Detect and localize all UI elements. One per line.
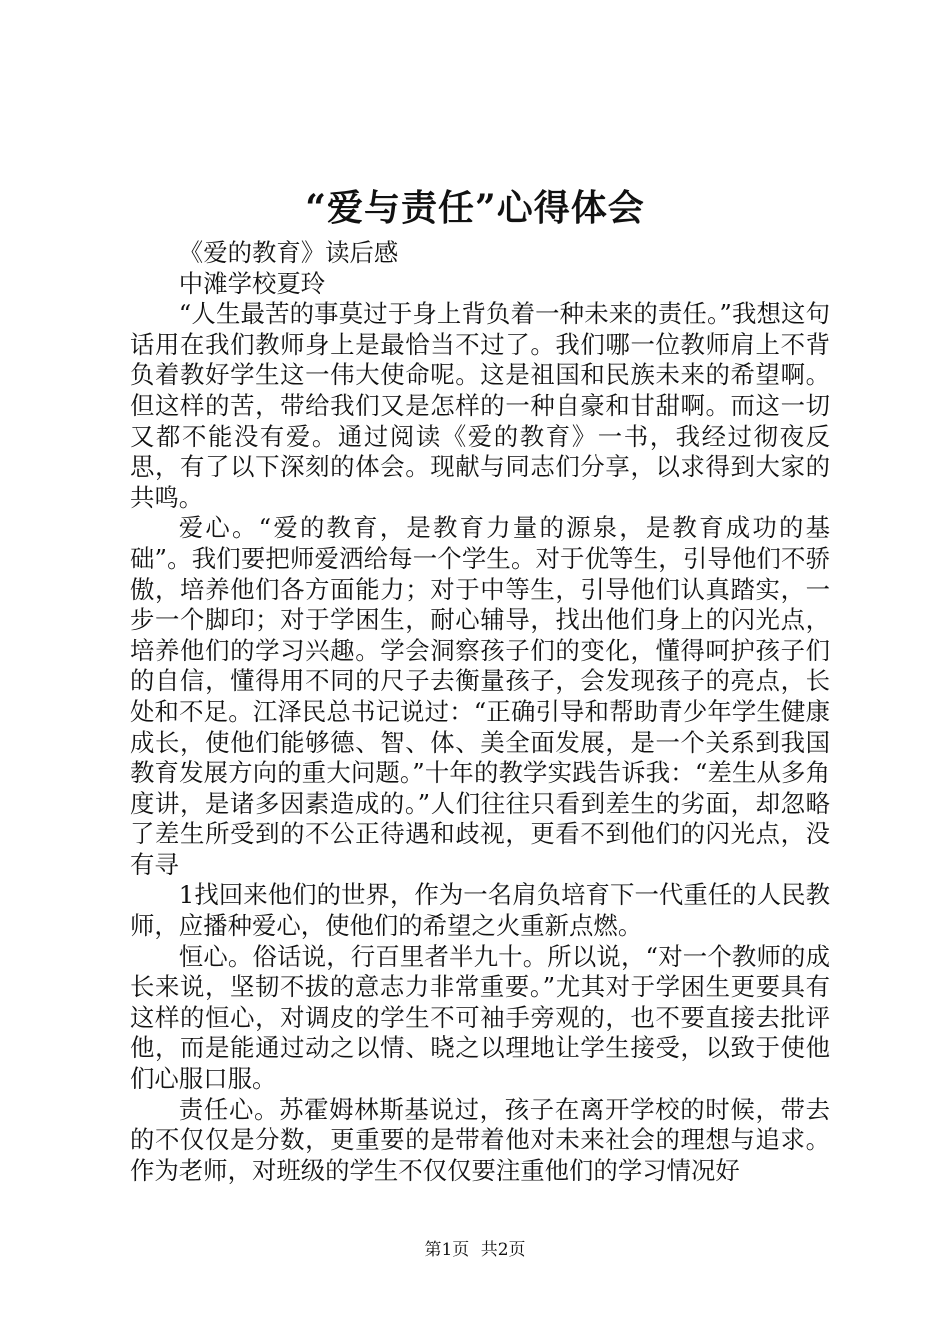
page-number: 第1页 — [424, 1240, 470, 1260]
page-total: 共2页 — [480, 1240, 526, 1260]
love-paragraph: 爱心。“爱的教育，是教育力量的源泉，是教育成功的基础”。我们要把师爱洒给每一个学生。对于优等生，引导他们不骄傲，培养他们各方面能力；对于中等生，引导他们认真踏实，一步一个脚印；对于学困生，耐心辅导，找出他们身上的闪光点，培养他们的学习兴趣。学会洞察孩子们的变化，懂得呵护孩子们的自信，懂得用不同的尺子去衡量孩子，会发现孩子的亮点，长处和不足。江泽民总书记说过：“正确引导和帮助青少年学生健康成长，使他们能够德、智、体、美全面发展，是一个关系到我国教育发展方向的重大问题。”十年的教学实践告诉我：“差生从多角度讲，是诸多因素造成的。”人们往往只看到差生的劣面，却忽略了差生所受到的不公正待遇和歧视，更看不到他们的闪光点，没有寻 — [130, 513, 830, 879]
author-paragraph: 中滩学校夏玲 — [178, 268, 326, 298]
page-title: “爱与责任”心得体会 — [305, 187, 645, 229]
responsibility-paragraph: 责任心。苏霍姆林斯基说过，孩子在离开学校的时候，带去的不仅仅是分数，更重要的是带着他对未来社会的理想与追求。作为老师，对班级的学生不仅仅要注重他们的学习情况好 — [130, 1094, 830, 1185]
intro-paragraph: “人生最苦的事莫过于身上背负着一种未来的责任。”我想这句话用在我们教师身上是最恰当不过了。我们哪一位教师肩上不背负着教好学生这一伟大使命呢。这是祖国和民族未来的希望啊。但这样的苦，带给我们又是怎样的一种自豪和甘甜啊。而这一切又都不能没有爱。通过阅读《爱的教育》一书，我经过彻夜反思，有了以下深刻的体会。现献与同志们分享，以求得到大家的共鸣。 — [130, 299, 830, 512]
perseverance-paragraph: 恒心。俗话说，行百里者半九十。所以说，“对一个教师的成长来说，坚韧不拔的意志力非常重要。”尤其对于学困生更要具有这样的恒心，对调皮的学生不可袖手旁观的，也不要直接去批评他，而是能通过动之以情、晓之以理地让学生接受，以致于使他们心服口服。 — [130, 941, 830, 1094]
subtitle-paragraph: 《爱的教育》读后感 — [178, 238, 399, 267]
continuation-paragraph: 1找回来他们的世界，作为一名肩负培育下一代重任的人民教师，应播种爱心，使他们的希望之火重新点燃。 — [130, 880, 830, 941]
document-body — [130, 238, 830, 1186]
page-footer — [0, 1238, 950, 1262]
